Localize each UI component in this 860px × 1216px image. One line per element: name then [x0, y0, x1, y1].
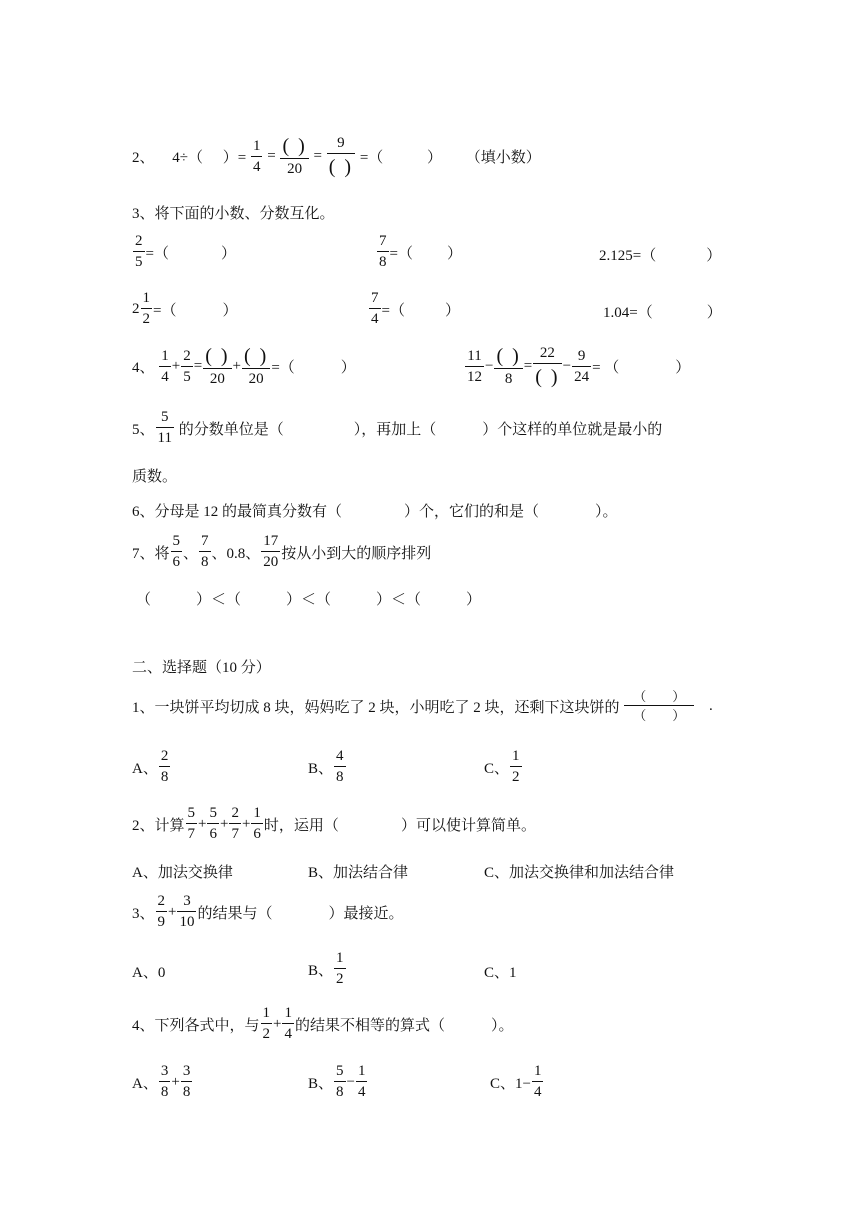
- question-5-cont: 质数。: [132, 469, 178, 485]
- text-segment: −: [485, 358, 494, 374]
- fraction-numerator: 1: [282, 1006, 294, 1024]
- text-segment: ）: [340, 360, 356, 376]
- fraction-numerator: 5: [334, 1064, 346, 1082]
- q3-item-4: [132, 291, 237, 327]
- fraction-numerator: 9: [572, 349, 591, 367]
- choice-2-option-c: C、加法交换律和加法结合律: [484, 865, 675, 881]
- fraction: [207, 806, 219, 842]
- text-segment: 的结果与（: [197, 905, 273, 922]
- fraction: [356, 1064, 368, 1100]
- text-segment: ）: [222, 302, 238, 319]
- question-3-title: 3、将下面的小数、分数互化。: [132, 206, 335, 222]
- fraction: [465, 349, 484, 385]
- fraction-denominator: 20: [287, 161, 303, 177]
- q3-item-3: [599, 244, 721, 265]
- fraction-denominator: 8: [336, 1084, 344, 1100]
- fraction: [156, 410, 174, 446]
- text-segment: +: [168, 903, 177, 920]
- fraction-denominator: 2: [512, 769, 520, 785]
- fraction-numerator: 1: [251, 806, 263, 824]
- fraction-denominator: 8: [160, 769, 169, 785]
- text-segment: +: [198, 815, 207, 832]
- fraction-denominator: 6: [172, 554, 181, 570]
- fraction: [186, 806, 198, 842]
- text-segment: 4÷（: [172, 150, 203, 166]
- text-segment: =（: [359, 150, 384, 166]
- text-segment: 、: [183, 545, 199, 562]
- fraction-denominator: 6: [209, 826, 217, 842]
- fraction: [261, 534, 280, 570]
- fraction: [181, 1064, 193, 1100]
- fraction: [159, 749, 171, 785]
- text-segment: A、: [132, 760, 158, 777]
- fraction: [159, 1064, 171, 1100]
- fraction: [369, 291, 381, 327]
- text-segment: ）: [220, 245, 236, 262]
- fraction-denominator: 8: [504, 371, 513, 387]
- question-5: [132, 410, 662, 446]
- fraction-numerator: 1: [261, 1006, 273, 1024]
- fraction-numerator: ( ): [244, 345, 269, 367]
- text-segment: C、: [484, 760, 510, 777]
- text-segment: =（: [389, 245, 413, 262]
- fraction-numerator: 3: [181, 1064, 193, 1082]
- fraction-denominator: 4: [284, 1026, 292, 1042]
- choice-2-option-a: A、加法交换律: [132, 865, 233, 881]
- fraction-numerator: 3: [159, 1064, 171, 1082]
- fraction: [282, 1006, 294, 1042]
- fraction-denominator: 4: [371, 311, 379, 327]
- text-segment: 1.04=（: [603, 305, 653, 321]
- text-segment: ）。: [491, 1017, 514, 1034]
- choice-3-option-a: A、0: [132, 965, 166, 981]
- fraction-denominator: 8: [201, 554, 209, 570]
- fraction-denominator: 4: [357, 1084, 366, 1100]
- fraction-denominator: 4: [161, 368, 169, 385]
- fraction-numerator: 5: [207, 806, 219, 824]
- fraction-numerator: 1: [141, 291, 153, 309]
- text-segment: =（: [153, 302, 177, 319]
- text-segment: 3、: [132, 905, 155, 922]
- fraction: [251, 139, 263, 175]
- text-segment: −: [562, 358, 572, 374]
- text-segment: B、: [308, 1075, 334, 1092]
- question-7-blanks: （ ）＜（ ）＜（ ）＜（ ）: [136, 592, 482, 608]
- q3-item-1: [132, 234, 236, 270]
- fraction-numerator: 7: [369, 291, 381, 309]
- fraction: [334, 749, 346, 785]
- text-segment: 2: [132, 300, 140, 317]
- fraction-numerator: 2: [229, 806, 241, 824]
- text-segment: A、: [132, 1075, 158, 1092]
- fraction-denominator: 24: [574, 368, 590, 385]
- fraction: [510, 749, 522, 785]
- choice-4-option-c: [490, 1064, 544, 1100]
- fraction-denominator: 4: [533, 1084, 542, 1100]
- fraction: [377, 234, 389, 270]
- fraction: [141, 291, 153, 327]
- text-segment: 2、: [132, 150, 155, 166]
- text-segment: ）个这样的单位就是最小的: [482, 421, 663, 438]
- text-segment: =: [267, 148, 276, 164]
- fraction: [334, 1064, 346, 1100]
- fraction: [494, 346, 522, 387]
- fraction-denominator: 5: [183, 368, 191, 385]
- choice-3-option-b: [308, 951, 347, 987]
- fraction: [280, 136, 308, 177]
- choice-3-option-c: C、1: [484, 965, 517, 981]
- fraction-numerator: 11: [465, 349, 484, 367]
- text-segment: 按从小到大的顺序排列: [281, 545, 432, 562]
- text-segment: 5、: [132, 421, 155, 438]
- fraction-numerator: 5: [171, 534, 183, 552]
- fraction: [624, 690, 694, 722]
- fraction-numerator: 7: [199, 534, 211, 552]
- fraction-numerator: 17: [261, 534, 280, 552]
- text-segment: ）: [706, 248, 722, 264]
- fraction-denominator: 8: [182, 1084, 191, 1100]
- text-segment: +: [171, 1073, 180, 1090]
- q3-item-6: [603, 301, 722, 322]
- text-segment: ），再加上（: [353, 421, 437, 438]
- fraction: [181, 349, 193, 385]
- fraction-numerator: ( ): [282, 135, 307, 157]
- fraction-numerator: 1: [532, 1064, 544, 1082]
- fraction-numerator: ( ): [205, 345, 230, 367]
- text-segment: .: [709, 697, 713, 714]
- fraction-denominator: 4: [252, 158, 261, 175]
- fraction-denominator: 8: [336, 769, 344, 785]
- fraction-numerator: 2: [156, 894, 168, 912]
- text-segment: +: [273, 1015, 282, 1032]
- choice-3: [132, 894, 404, 930]
- text-segment: ）。: [595, 504, 618, 520]
- fraction: [156, 894, 168, 930]
- text-segment: +: [219, 815, 229, 832]
- text-segment: ）: [427, 150, 443, 166]
- question-7: [132, 534, 431, 570]
- text-segment: ）: [444, 302, 460, 319]
- fraction-numerator: 4: [334, 749, 346, 767]
- text-segment: 4、下列各式中，与: [132, 1017, 260, 1034]
- text-segment: 6、分母是 12 的最简真分数有（: [132, 504, 343, 520]
- fraction-numerator: 5: [186, 806, 198, 824]
- fraction-denominator: 7: [231, 826, 239, 842]
- fraction-numerator: （ ）: [624, 690, 694, 706]
- fraction-denominator: 11: [157, 430, 172, 446]
- text-segment: C、1−: [490, 1075, 531, 1092]
- fraction-denominator: （ ）: [633, 708, 686, 723]
- section-2-title: 二、选择题（10 分）: [132, 660, 271, 676]
- choice-1: [132, 690, 713, 722]
- fraction: [572, 349, 591, 385]
- text-segment: B、: [308, 760, 334, 777]
- fraction-denominator: 7: [187, 826, 196, 842]
- text-segment: 的分数单位是（: [178, 421, 284, 438]
- text-segment: =: [193, 358, 203, 374]
- q3-item-5: [368, 291, 460, 327]
- fraction-denominator: ( ): [535, 366, 560, 388]
- text-segment: B、: [308, 962, 334, 979]
- text-segment: ）: [706, 305, 722, 321]
- text-segment: +: [241, 815, 251, 832]
- fraction: [533, 346, 561, 387]
- text-segment: 的结果不相等的算式（: [294, 1017, 445, 1034]
- fraction-numerator: 9: [327, 136, 355, 154]
- text-segment: +: [232, 358, 241, 374]
- question-2: [132, 136, 541, 177]
- text-segment: 时，运用（: [263, 817, 339, 834]
- choice-4-option-b: [308, 1064, 368, 1100]
- fraction: [532, 1064, 544, 1100]
- text-segment: =（: [381, 302, 405, 319]
- fraction: [133, 234, 145, 270]
- choice-2-option-b: B、加法结合律: [308, 865, 409, 881]
- fraction-numerator: 3: [177, 894, 196, 912]
- choice-1-option-c: [484, 749, 523, 785]
- fraction-numerator: 2: [181, 349, 193, 367]
- fraction: [159, 349, 171, 385]
- text-segment: =: [523, 358, 533, 374]
- text-segment: = （: [592, 360, 620, 376]
- question-4-left: [132, 346, 356, 387]
- fraction-denominator: 20: [248, 371, 264, 387]
- text-segment: 7、将: [132, 545, 170, 562]
- fraction-denominator: 6: [253, 826, 261, 842]
- fraction-denominator: 20: [263, 554, 279, 570]
- text-segment: =: [313, 148, 322, 164]
- text-segment: （填小数）: [465, 150, 541, 166]
- fraction: [242, 346, 270, 387]
- choice-4-option-a: [132, 1064, 193, 1100]
- fraction-numerator: ( ): [496, 345, 521, 367]
- fraction: [251, 806, 263, 842]
- text-segment: 4、: [132, 360, 155, 376]
- text-segment: ）: [675, 360, 691, 376]
- fraction-numerator: 5: [156, 410, 174, 428]
- choice-2: [132, 806, 536, 842]
- fraction-denominator: 8: [379, 254, 387, 270]
- fraction-denominator: 5: [135, 254, 143, 270]
- text-segment: ）可以使计算简单。: [400, 817, 536, 834]
- fraction-denominator: 20: [209, 371, 225, 387]
- fraction: [177, 894, 196, 930]
- fraction-numerator: 22: [533, 346, 561, 364]
- text-segment: −: [346, 1073, 355, 1090]
- text-segment: ）个，它们的和是（: [404, 504, 540, 520]
- text-segment: ）最接近。: [328, 905, 404, 922]
- fraction-numerator: 2: [159, 749, 171, 767]
- q3-item-2: [376, 234, 462, 270]
- fraction-numerator: 1: [334, 951, 346, 969]
- text-segment: =（: [145, 245, 169, 262]
- choice-4: [132, 1006, 514, 1042]
- fraction-denominator: 10: [179, 914, 195, 930]
- fraction: [199, 534, 211, 570]
- text-segment: ）=: [222, 150, 247, 166]
- fraction-denominator: 2: [262, 1026, 271, 1042]
- fraction-denominator: 12: [467, 368, 482, 385]
- fraction-numerator: 1: [510, 749, 522, 767]
- text-segment: 、0.8、: [211, 545, 261, 562]
- fraction-numerator: 2: [133, 234, 145, 252]
- fraction: [334, 951, 346, 987]
- text-segment: 2、计算: [132, 817, 185, 834]
- fraction-numerator: 7: [377, 234, 389, 252]
- fraction: [171, 534, 183, 570]
- question-4-right: [464, 346, 690, 387]
- fraction-numerator: 1: [159, 349, 171, 367]
- text-segment: =（: [271, 360, 295, 376]
- text-segment: 2.125=（: [599, 248, 657, 264]
- fraction: [261, 1006, 273, 1042]
- fraction-denominator: 9: [157, 914, 166, 930]
- fraction-denominator: 2: [142, 311, 150, 327]
- text-segment: +: [171, 358, 181, 374]
- question-6: [132, 500, 618, 521]
- fraction-numerator: 1: [251, 139, 263, 157]
- fraction-denominator: 8: [160, 1084, 169, 1100]
- text-segment: 1、一块饼平均切成 8 块，妈妈吃了 2 块，小明吃了 2 块，还剩下这块饼的: [132, 699, 620, 716]
- choice-1-option-b: [308, 749, 347, 785]
- fraction-denominator: 2: [336, 971, 344, 987]
- choice-1-option-a: [132, 749, 171, 785]
- fraction-numerator: 1: [356, 1064, 368, 1082]
- fraction: [327, 136, 355, 177]
- fraction: [203, 346, 231, 387]
- text-segment: ）: [446, 245, 462, 262]
- fraction-denominator: ( ): [328, 156, 354, 178]
- fraction: [229, 806, 241, 842]
